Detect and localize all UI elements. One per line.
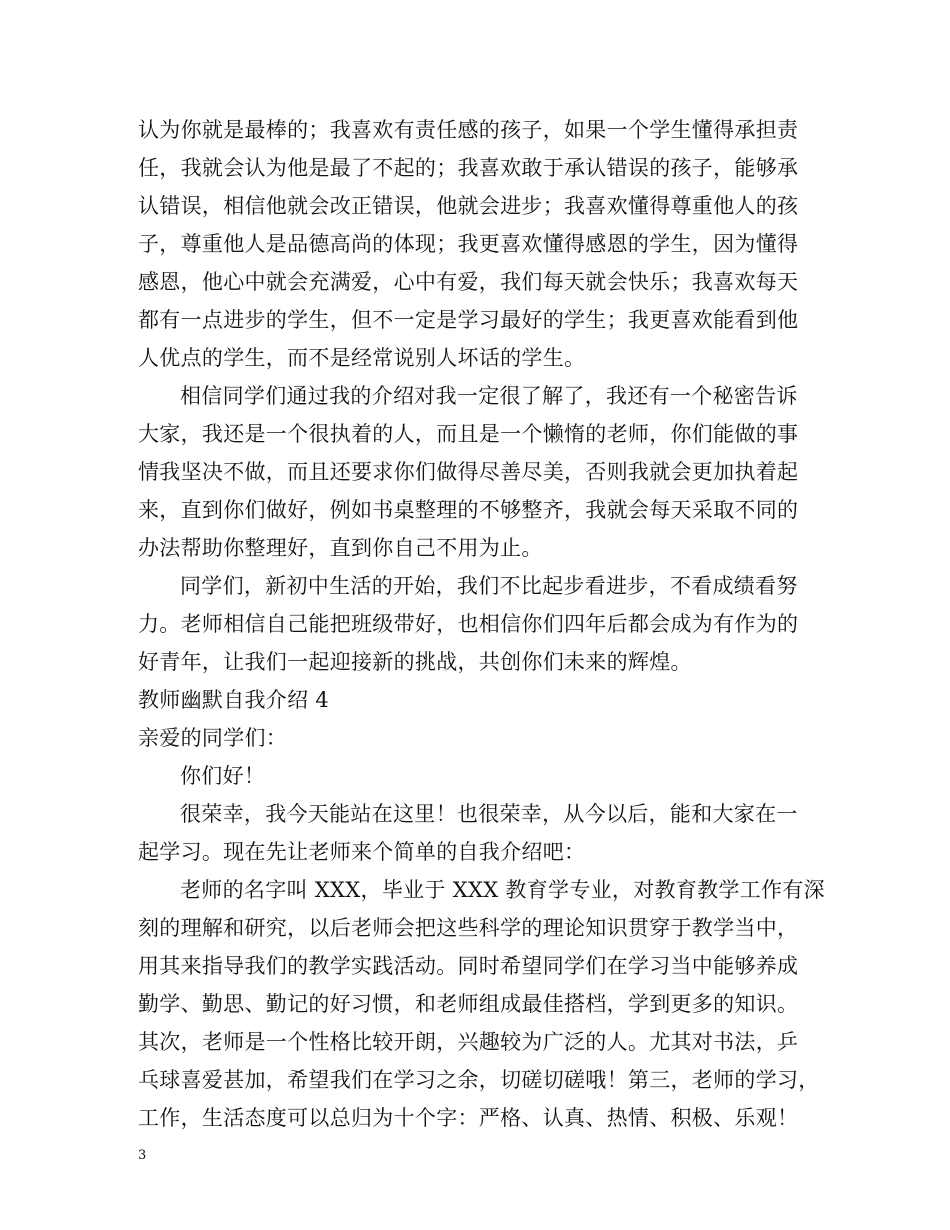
text-line: 勤学、勤思、勤记的好习惯，和老师组成最佳搭档，学到更多的知识。	[138, 992, 799, 1016]
text-line: 老师的名字叫 XXX，毕业于 XXX 教育学专业，对教育教学工作有深	[180, 878, 825, 902]
text-line: 大家，我还是一个很执着的人，而且是一个懒惰的老师，你们能做的事	[138, 422, 799, 446]
text-line: 相信同学们通过我的介绍对我一定很了解了，我还有一个秘密告诉	[180, 384, 798, 408]
text-line: 起学习。现在先让老师来个简单的自我介绍吧：	[138, 840, 586, 864]
text-line: 感恩，他心中就会充满爱，心中有爱，我们每天就会快乐；我喜欢每天	[138, 270, 799, 294]
text-line: 都有一点进步的学生，但不一定是学习最好的学生；我更喜欢能看到他	[138, 308, 799, 332]
text-line: 同学们，新初中生活的开始，我们不比起步看进步，不看成绩看努	[180, 574, 798, 598]
text-line: 认为你就是最棒的；我喜欢有责任感的孩子，如果一个学生懂得承担责	[138, 118, 799, 142]
text-line: 用其来指导我们的教学实践活动。同时希望同学们在学习当中能够养成	[138, 954, 799, 978]
text-line: 其次，老师是一个性格比较开朗，兴趣较为广泛的人。尤其对书法，乒	[138, 1030, 799, 1054]
text-line: 子，尊重他人是品德高尚的体现；我更喜欢懂得感恩的学生，因为懂得	[138, 232, 799, 256]
text-line: 情我坚决不做，而且还要求你们做得尽善尽美，否则我就会更加执着起	[138, 460, 799, 484]
text-line: 来，直到你们做好，例如书桌整理的不够整齐，我就会每天采取不同的	[138, 498, 799, 522]
text-line: 工作，生活态度可以总归为十个字：严格、认真、热情、积极、乐观！	[138, 1106, 799, 1130]
text-line: 刻的理解和研究，以后老师会把这些科学的理论知识贯穿于教学当中，	[138, 916, 799, 940]
page-number: 3	[138, 1148, 147, 1163]
text-line: 力。老师相信自己能把班级带好，也相信你们四年后都会成为有作为的	[138, 612, 799, 636]
text-line: 任，我就会认为他是最了不起的；我喜欢敢于承认错误的孩子，能够承	[138, 156, 799, 180]
text-line: 认错误，相信他就会改正错误，他就会进步；我喜欢懂得尊重他人的孩	[138, 194, 799, 218]
text-line: 教师幽默自我介绍 4	[138, 688, 330, 712]
text-line: 很荣幸，我今天能站在这里！也很荣幸，从今以后，能和大家在一	[180, 802, 798, 826]
text-line: 亲爱的同学们：	[138, 726, 288, 750]
text-line: 好青年，让我们一起迎接新的挑战，共创你们未来的辉煌。	[138, 650, 692, 674]
text-line: 人优点的学生，而不是经常说别人坏话的学生。	[138, 346, 586, 370]
document-body	[138, 111, 825, 1137]
text-line: 乓球喜爱甚加，希望我们在学习之余，切磋切磋哦！第三，老师的学习，	[138, 1068, 820, 1092]
text-line: 你们好！	[180, 764, 266, 788]
text-line: 办法帮助你整理好，直到你自己不用为止。	[138, 536, 543, 560]
